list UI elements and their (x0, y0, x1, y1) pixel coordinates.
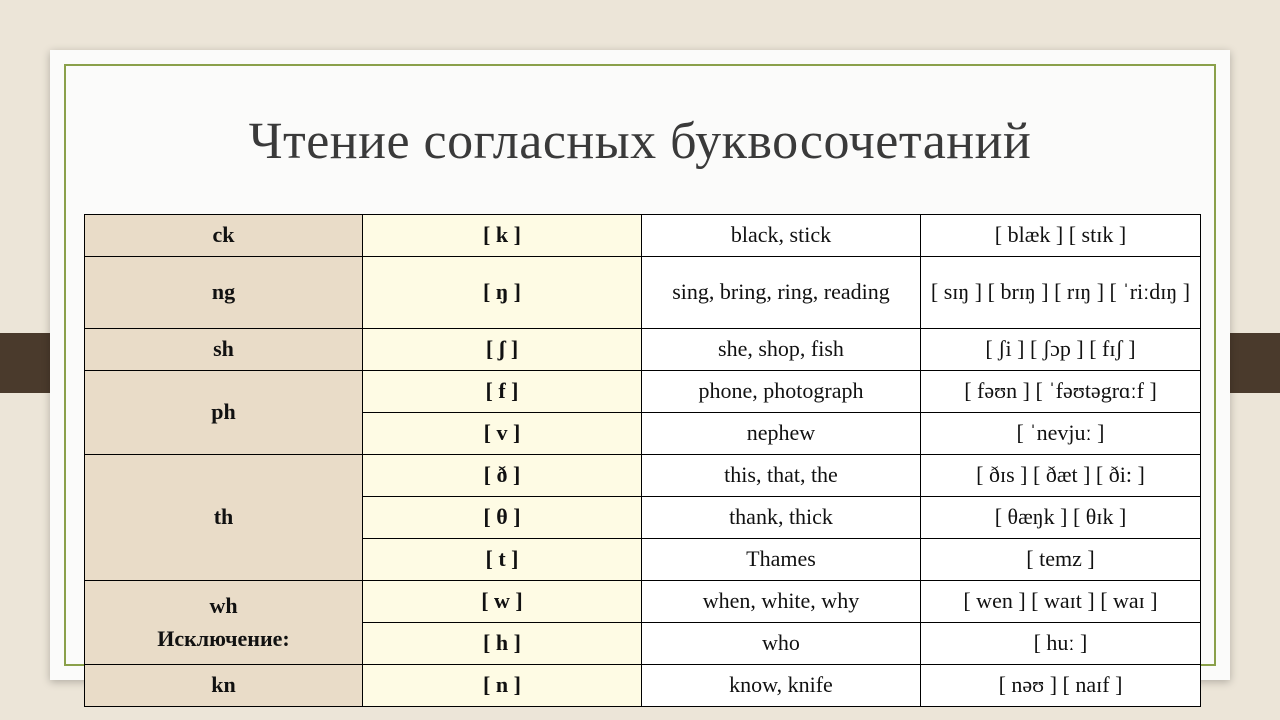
sound-cell: [ ð ] (363, 455, 642, 497)
transcription-cell: [ nəʊ ] [ naɪf ] (921, 665, 1201, 707)
transcription-cell: [ ˈnevjuː ] (921, 413, 1201, 455)
examples-cell: Thames (642, 539, 921, 581)
combination-cell: ng (85, 257, 363, 329)
sound-cell: [ k ] (363, 215, 642, 257)
transcription-cell: [ ʃi ] [ ʃɔp ] [ fɪʃ ] (921, 329, 1201, 371)
examples-cell: who (642, 623, 921, 665)
slide-title: Чтение согласных буквосочетаний (248, 113, 1032, 170)
examples-cell: nephew (642, 413, 921, 455)
examples-cell: sing, bring, ring, reading (642, 257, 921, 329)
transcription-cell: [ ðɪs ] [ ðæt ] [ ði: ] (921, 455, 1201, 497)
sound-cell: [ θ ] (363, 497, 642, 539)
sound-cell: [ v ] (363, 413, 642, 455)
table-row (85, 215, 1201, 257)
table-row (85, 581, 1201, 623)
sound-cell: [ h ] (363, 623, 642, 665)
examples-cell: thank, thick (642, 497, 921, 539)
sound-cell: [ ŋ ] (363, 257, 642, 329)
examples-cell: this, that, the (642, 455, 921, 497)
examples-cell: know, knife (642, 665, 921, 707)
examples-cell: black, stick (642, 215, 921, 257)
examples-cell: when, white, why (642, 581, 921, 623)
combination-text: wh (209, 593, 238, 619)
transcription-cell: [ huː ] (921, 623, 1201, 665)
transcription-cell: [ θæŋk ] [ θɪk ] (921, 497, 1201, 539)
consonant-combinations-table (84, 214, 1201, 707)
exception-label: Исключение: (157, 625, 290, 651)
table-row (85, 665, 1201, 707)
examples-cell: phone, photograph (642, 371, 921, 413)
combination-cell: th (85, 455, 363, 581)
table-row (85, 455, 1201, 497)
examples-cell: she, shop, fish (642, 329, 921, 371)
sound-cell: [ t ] (363, 539, 642, 581)
combination-cell: ph (85, 371, 363, 455)
combination-cell: kn (85, 665, 363, 707)
sound-cell: [ ʃ ] (363, 329, 642, 371)
table-row (85, 329, 1201, 371)
transcription-cell: [ blæk ] [ stɪk ] (921, 215, 1201, 257)
transcription-cell: [ sɪŋ ] [ brɪŋ ] [ rɪŋ ] [ ˈriːdɪŋ ] (921, 257, 1201, 329)
combination-cell: sh (85, 329, 363, 371)
sound-cell: [ n ] (363, 665, 642, 707)
transcription-cell: [ fəʊn ] [ ˈfəʊtəgrɑːf ] (921, 371, 1201, 413)
combination-cell (85, 581, 363, 665)
transcription-cell: [ wen ] [ waɪt ] [ waɪ ] (921, 581, 1201, 623)
sound-cell: [ w ] (363, 581, 642, 623)
table-row (85, 257, 1201, 329)
transcription-cell: [ temz ] (921, 539, 1201, 581)
sound-cell: [ f ] (363, 371, 642, 413)
combination-cell: ck (85, 215, 363, 257)
table-row (85, 371, 1201, 413)
